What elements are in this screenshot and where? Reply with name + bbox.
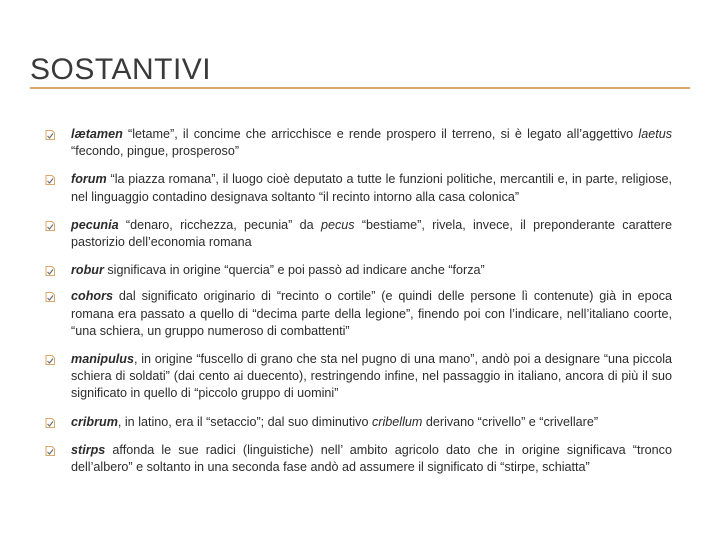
list-item: [44, 171, 672, 205]
document-check-icon: [44, 220, 56, 232]
latin-term: robur: [71, 263, 104, 278]
document-check-icon: [44, 265, 56, 277]
slide-title: SOSTANTIVI: [30, 53, 212, 86]
latin-term: manipulus: [71, 352, 134, 367]
item-text: derivano “crivello” e “crivellare”: [422, 414, 599, 429]
bullet-list: [44, 126, 672, 487]
italic-term: cribellum: [371, 414, 423, 429]
title-underline: [30, 87, 690, 89]
latin-term: lætamen: [71, 127, 123, 141]
item-text: significava in origine “quercia” e poi passò ad indicare anche “forza”: [103, 263, 485, 278]
item-text: “bestiame”, rivela, invece, il preponderante carattere pastorizio dell’economia romana: [71, 217, 672, 250]
document-check-icon: [44, 445, 56, 457]
item-text: “la piazza romana”, il luogo cioè deputato a tutte le funzioni politiche, mercantili e, in parte, religiose, nel linguaggio contadino designava soltanto “il recinto intorno alla casa colonica”: [71, 172, 672, 204]
item-text: , in latino, era il “setaccio”; dal suo diminutivo: [117, 414, 372, 429]
item-text: affonda le sue radici (linguistiche) nell’ ambito agricolo dato che in origine significava “tronco dell’albero” e soltanto in una seconda fase andò ad assumere il significato di “stirpe, schiatta”: [71, 442, 672, 475]
item-text: dal significato originario di “recinto o cortile” (e quindi delle persone lì contenute) già in epoca romana era passato a quello di “decima parte della legione”, finendo poi con l’indicare, nell’italiano coorte, “una schiera, un gruppo numeroso di combattenti”: [71, 289, 672, 338]
item-text: “fecondo, pingue, prosperoso”: [71, 144, 240, 159]
document-check-icon: [44, 417, 56, 429]
item-text: , in origine “fuscello di grano che sta nel pugno di una mano”, andò poi a designare “una piccola schiera di soldati” (dai cento ai duecento), restringendo infine, nel passaggio in italiano, ancora di più il suo significato in quello di “piccolo gruppo di uomini”: [71, 352, 672, 401]
list-item: [44, 262, 672, 279]
list-item: [44, 442, 672, 476]
item-text: “denaro, ricchezza, pecunia” da: [118, 217, 321, 232]
list-item: [44, 217, 672, 251]
document-check-icon: [44, 354, 56, 366]
list-item: [44, 414, 672, 431]
document-check-icon: [44, 291, 56, 303]
document-check-icon: [44, 129, 56, 141]
latin-term: stirps: [71, 442, 106, 457]
list-item: [44, 126, 672, 160]
item-text: “letame”, il concime che arricchisce e rende prospero il terreno, si è legato all’aggettivo: [122, 127, 639, 141]
list-item: [44, 288, 672, 340]
latin-term: cribrum: [71, 414, 118, 429]
italic-term: laetus: [638, 127, 672, 141]
italic-term: pecus: [320, 217, 355, 232]
document-check-icon: [44, 174, 56, 186]
latin-term: forum: [71, 172, 107, 187]
list-item: [44, 351, 672, 403]
latin-term: cohors: [71, 289, 113, 304]
latin-term: pecunia: [71, 217, 119, 232]
